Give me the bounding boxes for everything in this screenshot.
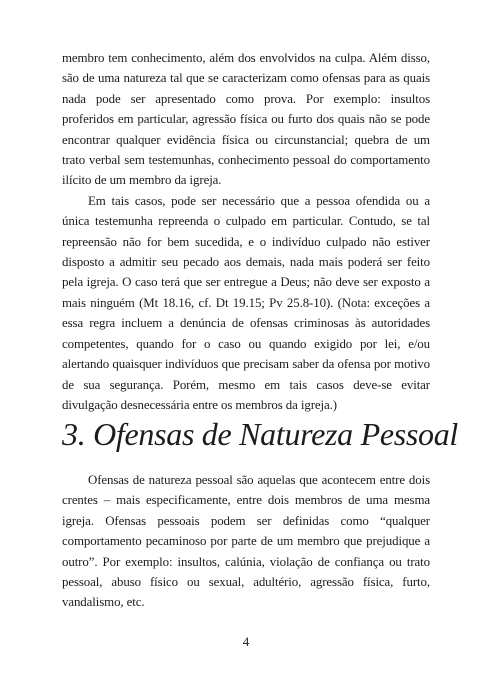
page-number: 4 xyxy=(242,634,250,649)
section-heading: 3. Ofensas de Natureza Pessoal xyxy=(62,416,459,452)
paragraph: Em tais casos, pode ser necessário que a pessoa ofendida ou a única testemunha repreenda o culpado em particular. Contudo, se tal repreensão não for bem sucedida, e o indivíduo culpado não estiver disposto a admitir seu pecado aos demais, nada mais poderá ser feito pela igreja. O caso terá que ser entregue a Deus; não deve ser exposto a mais ninguém (Mt 18.16, cf. Dt 19.15; Pv 25.8-10). (Nota: exceções a essa regra incluem a denúncia de ofensas criminosas às autoridades competentes, quando for o caso ou quando exigido por lei, e/ou alertando quaisquer indivíduos que precisam saber da ofensa por motivo de sua segurança. Porém, mesmo em tais casos deve-se evitar divulgação desnecessária entre os membros da igreja.) xyxy=(62,193,430,412)
paragraph-continued: membro tem conhecimento, além dos envolvidos na culpa. Além disso, são de uma natureza tal que se caracterizam como ofensas para as quais nada pode ser apresentado como prova. Por exemplo: insultos proferidos em particular, agressão física ou furto dos quais não se pode encontrar qualquer evidência física ou circunstancial; quebra de um trato verbal sem testemunhas, conhecimento pessoal do comportamento ilícito de um membro da igreja. xyxy=(62,51,430,188)
paragraph: Ofensas de natureza pessoal são aquelas que acontecem entre dois crentes – mais especificamente, entre dois membros de uma mesma igreja. Ofensas pessoais podem ser definidas como “qualquer comportamento pecaminoso por parte de um membro que prejudique a outro”. Por exemplo: insultos, calúnia, violação de confiança ou trato pessoal, abuso físico ou sexual, adultério, agressão física, furto, vandalismo, etc. xyxy=(62,473,430,610)
body-text-bottom xyxy=(62,470,430,613)
body-text-top xyxy=(62,48,430,415)
